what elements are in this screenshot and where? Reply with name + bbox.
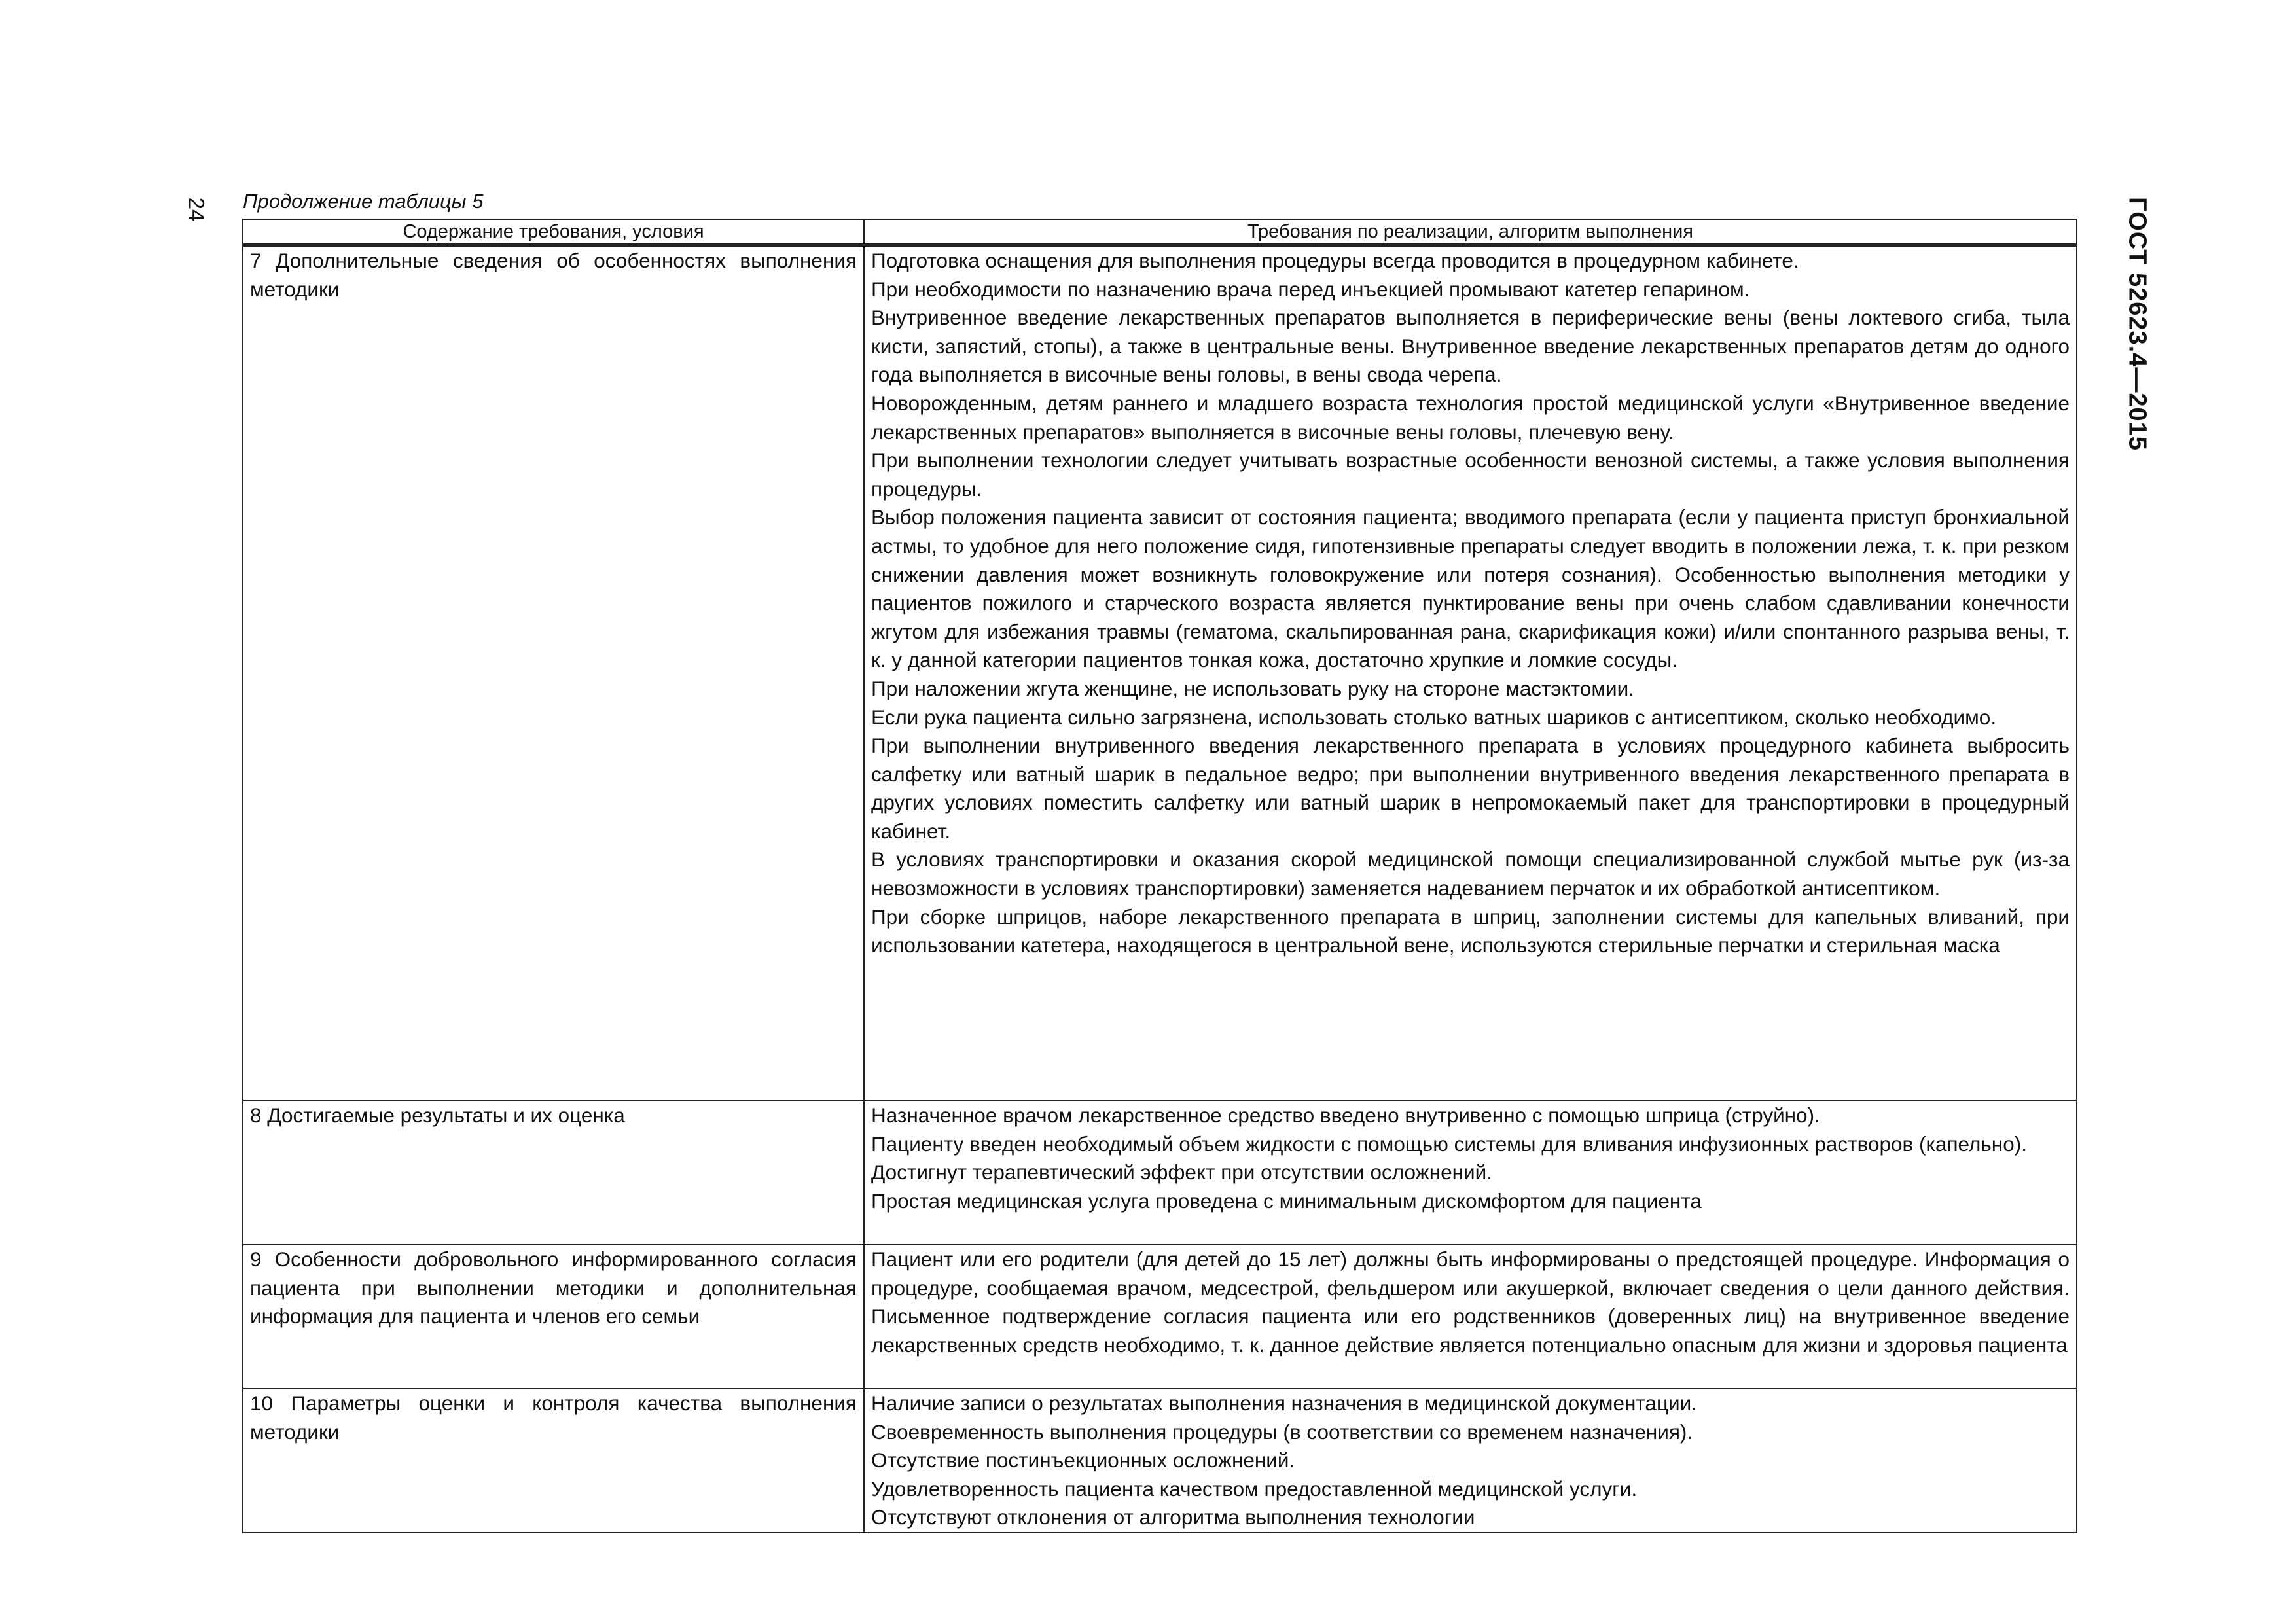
paragraph: Выбор положения пациента зависит от состояния пациента; вводимого препарата (если у пациента приступ бронхиальной астмы, то удобное для него положение сидя, гипотензивные препараты следует вводить в положении лежа, т. к. при резком снижении давления может возникнуть головокружение или потеря сознания). Особенностью выполнения методики у пациентов пожилого и старческого возраста является пунктирование вены при очень слабом сдавливании конечности жгутом для избежания травмы (гематома, скальпированная рана, скарификация кожи) и/или спонтанного разрыва вены, т. к. у данной категории пациентов тонкая кожа, достаточно хрупкие и ломкие сосуды. — [871, 505, 2070, 672]
paragraph: Подготовка оснащения для выполнения процедуры всегда проводится в процедурном кабинете. — [871, 249, 1799, 272]
paragraph: В условиях транспортировки и оказания скорой медицинской помощи специализированной службой мытье рук (из-за невозможности в условиях транспортировки) заменяется надеванием перчаток и их обработкой антисептиком. — [871, 847, 2070, 901]
requirement-cell: 8 Достигаемые результаты и их оценка — [243, 1101, 864, 1245]
implementation-cell — [864, 1389, 2077, 1533]
paragraph: Достигнут терапевтический эффект при отсутствии осложнений. — [871, 1160, 1492, 1185]
paragraph: Пациент или его родители (для детей до 15 лет) должны быть информированы о предстоящей процедуре. Информация о процедуре, сообщаемая врачом, медсестрой, фельдшером или акушеркой, включает сведения о цели данного действия. Письменное подтверждение согласия пациента или его родственников (доверенных лиц) на внутривенное введение лекарственных средств необходимо, т. к. данное действие является потенциально опасным для жизни и здоровья пациента — [871, 1247, 2070, 1357]
paragraph: Если рука пациента сильно загрязнена, использовать столько ватных шариков с антисептиком, сколько необходимо. — [871, 705, 1997, 729]
paragraph: Отсутствуют отклонения от алгоритма выполнения технологии — [871, 1505, 1475, 1529]
requirement-cell: 7 Дополнительные сведения об особенностях выполнения методики — [243, 245, 864, 1101]
paragraph: Отсутствие постинъекционных осложнений. — [871, 1448, 1295, 1472]
paragraph: При необходимости по назначению врача перед инъекцией промывают катетер гепарином. — [871, 277, 1750, 301]
paragraph: Удовлетворенность пациента качеством предоставленной медицинской услуги. — [871, 1476, 1638, 1501]
page-number: 24 — [185, 197, 209, 222]
table-row — [243, 245, 2077, 1101]
paragraph: Простая медицинская услуга проведена с минимальным дискомфортом для пациента — [871, 1188, 1702, 1213]
paragraph: При выполнении технологии следует учитывать возрастные особенности венозной системы, а также условия выполнения процедуры. — [871, 448, 2070, 501]
document-code: ГОСТ 52623.4—2015 — [2123, 197, 2151, 451]
paragraph: Своевременность выполнения процедуры (в соответствии со временем назначения). — [871, 1419, 1693, 1444]
header-requirement: Содержание требования, условия — [243, 219, 864, 245]
paragraph: Новорожденным, детям раннего и младшего возраста технология простой медицинской услуги «Внутривенное введение лекарственных препаратов» выполняется в височные вены головы, плечевую вену. — [871, 391, 2070, 444]
table-header-row — [243, 219, 2077, 245]
table-caption: Продолжение таблицы 5 — [243, 190, 484, 213]
requirement-cell: 10 Параметры оценки и контроля качества выполнения методики — [243, 1389, 864, 1533]
table-row — [243, 1101, 2077, 1245]
paragraph: Внутривенное введение лекарственных препаратов выполняется в периферические вены (вены локтевого сгиба, тыла кисти, запястий, стопы), а также в центральные вены. Внутривенное введение лекарственных препаратов детям до одного года выполняется в височные вены головы, в вены свода черепа. — [871, 306, 2070, 387]
paragraph: При наложении жгута женщине, не использовать руку на стороне мастэктомии. — [871, 676, 1634, 700]
implementation-cell — [864, 1101, 2077, 1245]
paragraph: Пациенту введен необходимый объем жидкости с помощью системы для вливания инфузионных растворов (капельно). — [871, 1132, 2027, 1156]
header-implementation: Требования по реализации, алгоритм выполнения — [864, 219, 2077, 245]
requirements-table — [242, 219, 2077, 1533]
paragraph: При выполнении внутривенного введения лекарственного препарата в условиях процедурного кабинета выбросить салфетку или ватный шарик в педальное ведро; при выполнении внутривенного введения лекарственного препарата в других условиях поместить салфетку или ватный шарик в непромокаемый пакет для транспортировки в процедурный кабинет. — [871, 734, 2070, 843]
table-row — [243, 1389, 2077, 1533]
paragraph: При сборке шприцов, наборе лекарственного препарата в шприц, заполнении системы для капельных вливаний, при использовании катетера, находящегося в центральной вене, используются стерильные перчатки и стерильная маска — [871, 904, 2070, 957]
paragraph: Назначенное врачом лекарственное средство введено внутривенно с помощью шприца (струйно). — [871, 1103, 1820, 1127]
implementation-cell — [864, 245, 2077, 1101]
table-row — [243, 1245, 2077, 1389]
paragraph: Наличие записи о результатах выполнения назначения в медицинской документации. — [871, 1391, 1697, 1415]
requirement-cell: 9 Особенности добровольного информированного согласия пациента при выполнении методики и дополнительная информация для пациента и членов его семьи — [243, 1245, 864, 1389]
implementation-cell — [864, 1245, 2077, 1389]
